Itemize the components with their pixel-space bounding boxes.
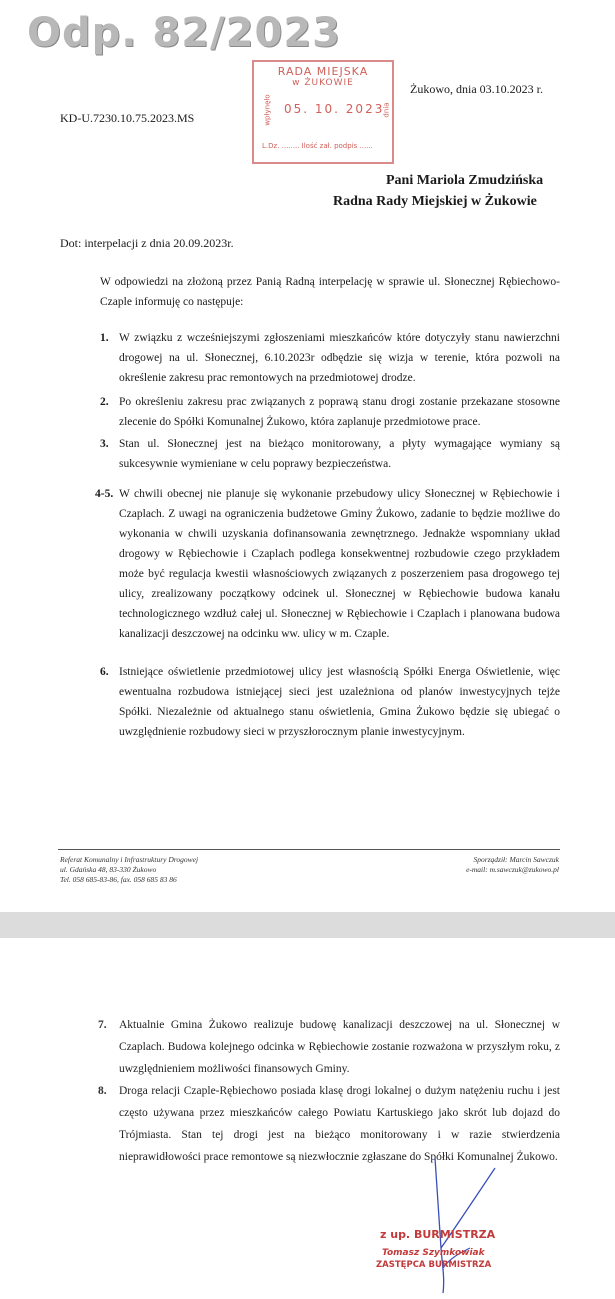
item-number: 2. <box>100 396 109 408</box>
recipient-title: Radna Rady Miejskiej w Żukowie <box>333 194 537 209</box>
handwritten-signature <box>395 1148 515 1298</box>
item-text: Istniejące oświetlenie przedmiotowej ulicy jest własnością Spółki Energa Oświetlenie, więc ewentualna rozbudowa istniejącej sieci jest uzależniona od planów inwestycyjnych tejże Spółki. Niezależnie od aktualnego stanu oświetlenia, Gmina Żukowo będzie się ubiegać o uwzględnienie rozbudowy sieci w przyszłorocznym planie inwestycyjnym. <box>119 666 560 738</box>
item-number: 4-5. <box>95 488 114 500</box>
item-number: 1. <box>100 332 109 344</box>
item-number: 6. <box>100 666 109 678</box>
footer-email: e-mail: m.sawczuk@zukowo.pl <box>466 865 559 874</box>
item-text: Aktualnie Gmina Żukowo realizuje budowę kanalizacji deszczowej na ul. Słonecznej w Czaplach. Budowa kolejnego odcinka w Rębiechowie zostanie rozważona w przyszłym roku, z uwzględnieniem możliwości finansowych Gminy. <box>119 1019 560 1075</box>
stamp-date: 05. 10. 2023 <box>284 102 385 116</box>
footer-divider <box>58 849 560 850</box>
stamp-line1: RADA MIEJSKA <box>277 65 369 78</box>
footer-phone: Tel. 058 685-83-86, fax. 058 685 83 86 <box>60 875 177 884</box>
signature-role: ZASTĘPCA BURMISTRZA <box>376 1260 492 1270</box>
item-text: W chwili obecnej nie planuje się wykonanie przebudowy ulicy Słonecznej w Rębiechowie i Czaplach. Z uwagi na ograniczenia budżetowe Gminy Żukowo, zadanie to będzie możliwe do wykonania w chwili uzyskania dofinansowania zewnętrznego. Jednakże wspomniany układ drogowy w Rębiechowie i Czaplach podlega konsekwentnej rozbudowie czego przykładem może być regulacja kwestii własnościowych związanych z poszerzeniem pasa drogowego tej ulicy, zrealizowany początkowy odcinek ul. Słonecznej w Rębiechowie budowa kanału technologicznego wzdłuż całej ul. Słonecznej w Rębiechowie i Czaplach i planowana budowa kanalizacji deszczowej na odcinku ww. ulicy w m. Czaple. <box>119 488 560 640</box>
item-number: 7. <box>98 1019 107 1031</box>
stamp-bottom: L.Dz. ........ Ilość zał. podpis ...... <box>262 142 373 150</box>
received-stamp <box>252 60 394 164</box>
footer-address: ul. Gdańska 48, 83-330 Żukowo <box>60 865 157 874</box>
item-number: 3. <box>100 438 109 450</box>
response-number-title: Odp. 82/2023 <box>27 10 341 56</box>
letter-page-2 <box>0 938 615 1299</box>
place-date: Żukowo, dnia 03.10.2023 r. <box>410 82 543 96</box>
subject-line: Dot: interpelacji z dnia 20.09.2023r. <box>60 236 234 250</box>
reference-number: KD-U.7230.10.75.2023.MS <box>60 111 195 125</box>
footer-prepared: Sporządził: Marcin Sawczuk <box>473 855 559 864</box>
item-text: W związku z wcześniejszymi zgłoszeniami mieszkańców które dotyczyły stanu nawierzchni drogowej na ul. Słonecznej, 6.10.2023r odbędzie się wizja w terenie, która pozwoli na określenie zakresu prac remontowych na przedmiotowej drodze. <box>119 332 560 384</box>
signature-name: Tomasz Szymkowiak <box>382 1248 485 1258</box>
stamp-right: dnia <box>382 102 391 118</box>
stamp-line2: w ŻUKOWIE <box>292 78 354 88</box>
page-separator <box>0 912 615 938</box>
item-text: Stan ul. Słonecznej jest na bieżąco monitorowany, a płyty wymagające wymiany są sukcesywnie wymieniane w celu poprawy bezpieczeństwa. <box>119 438 560 470</box>
footer-right <box>466 855 559 875</box>
footer-dept: Referat Komunalny i Infrastruktury Drogowej <box>60 855 199 864</box>
footer-left <box>60 855 198 885</box>
item-text: Droga relacji Czaple-Rębiechowo posiada klasę drogi lokalnej o dużym natężeniu ruchu i jest często używana przez mieszkańców całego Powiatu Kartuskiego jako skrót lub dojazd do Trójmiasta. Stan tej drogi jest na bieżąco monitorowany i w razie stwierdzenia nieprawidłowości prace remontowe są niezwłocznie zgłaszane do Spółki Komunalnej Żukowo. <box>119 1085 560 1163</box>
signature-line1: z up. BURMISTRZA <box>380 1228 496 1241</box>
stamp-left: wpłynęło <box>263 94 272 126</box>
item-text: Po określeniu zakresu prac związanych z poprawą stanu drogi zostanie przekazane stosowne zlecenie do Spółki Komunalnej Żukowo, która zaplanuje przedmiotowe prace. <box>119 396 560 428</box>
intro-paragraph: W odpowiedzi na złożoną przez Panią Radną interpelację w sprawie ul. Słonecznej Rębiechowo-Czaple informuję co następuje: <box>100 276 560 308</box>
item-number: 8. <box>98 1085 107 1097</box>
recipient-name: Pani Mariola Zmudzińska <box>386 173 544 188</box>
